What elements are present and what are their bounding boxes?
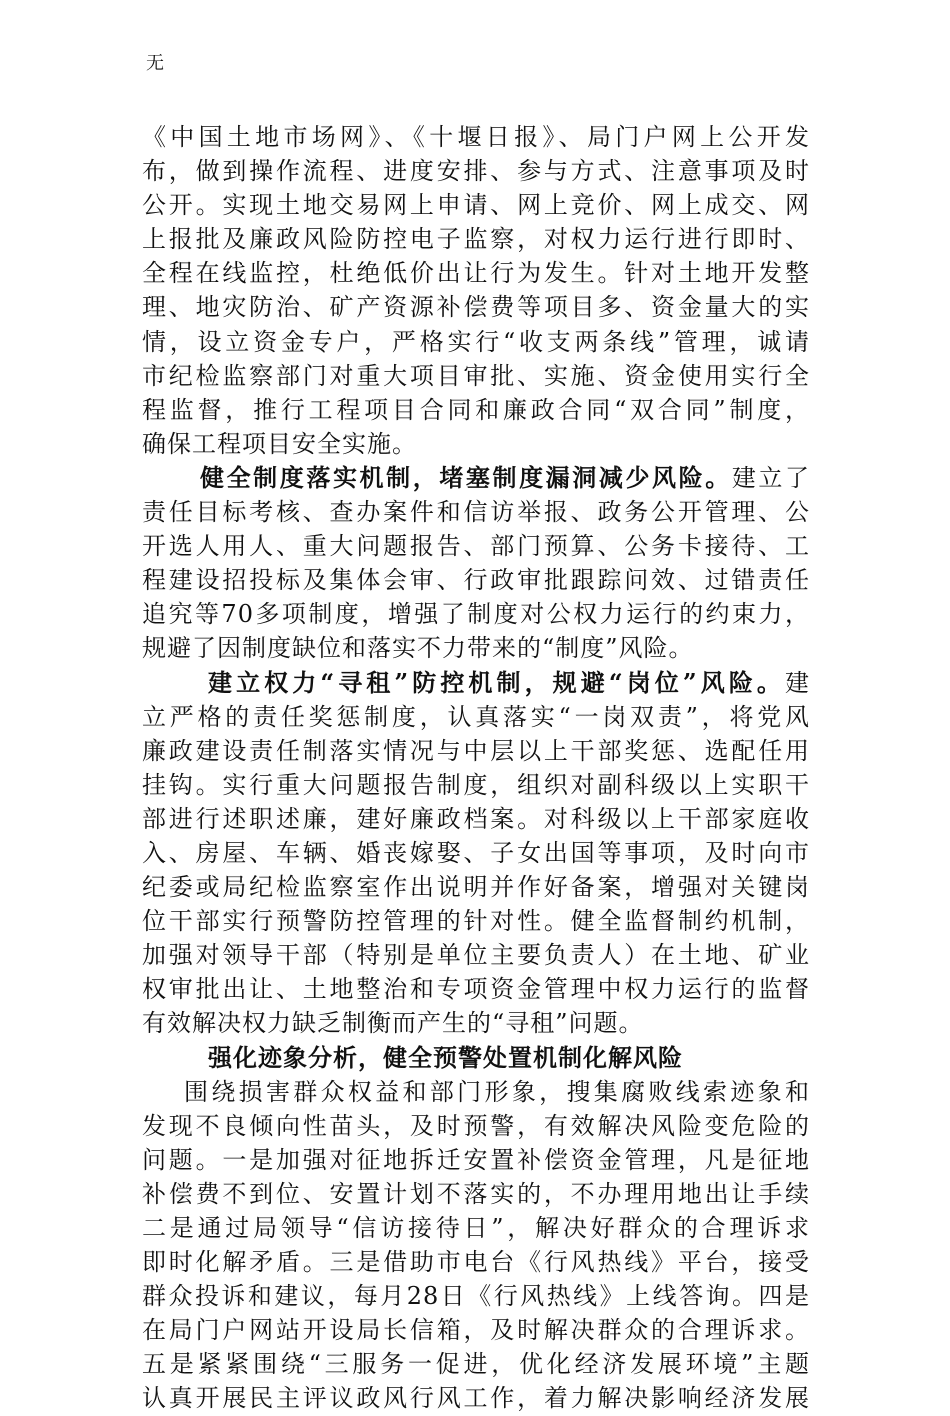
text-line: 加强对领导干部（特别是单位主要负责人）在土地、矿业	[142, 941, 810, 970]
text-line: 认真开展民主评议政风行风工作，着力解决影响经济发展	[142, 1384, 810, 1413]
text-line: 规避了因制度缺位和落实不力带来的“制度”风险。	[142, 634, 694, 663]
text-line: 在局门户网站开设局长信箱，及时解决群众的合理诉求。	[142, 1316, 810, 1345]
text-line: 公开。实现土地交易网上申请、网上竞价、网上成交、网	[142, 191, 810, 220]
section-heading: 强化迹象分析，健全预警处置机制化解风险	[208, 1042, 683, 1072]
page-header: 无	[146, 53, 164, 74]
text-line: 挂钩。实行重大问题报告制度，组织对副科级以上实职干	[142, 770, 810, 799]
text-line: 理、地灾防治、矿产资源补偿费等项目多、资金量大的实	[142, 293, 810, 322]
text-line: 发现不良倾向性苗头，及时预警，有效解决风险变危险的	[142, 1111, 810, 1140]
text-line: 确保工程项目安全实施。	[142, 429, 417, 458]
text-line: 问题。一是加强对征地拆迁安置补偿资金管理，凡是征地	[142, 1145, 810, 1174]
text-line: 纪委或局纪检监察室作出说明并作好备案，增强对关键岗	[142, 873, 810, 902]
text-line: 开选人用人、重大问题报告、部门预算、公务卡接待、工	[142, 532, 810, 561]
text-line: 权审批出让、土地整治和专项资金管理中权力运行的监督	[142, 975, 810, 1004]
text-line: 五是紧紧围绕“三服务一促进，优化经济发展环境”主题	[142, 1350, 810, 1379]
section-heading: 健全制度落实机制，堵塞制度漏洞减少风险。	[200, 462, 732, 492]
text-line: 有效解决权力缺乏制衡而产生的“寻租”问题。	[142, 1009, 644, 1038]
text-line: 廉政建设责任制落实情况与中层以上干部奖惩、选配任用	[142, 736, 810, 765]
document-body	[142, 120, 810, 1416]
text-line: 程监督，推行工程项目合同和廉政合同“双合同”制度，	[142, 395, 810, 424]
text-line: 二是通过局领导“信访接待日”，解决好群众的合理诉求	[142, 1214, 810, 1242]
text-run: 建立了	[731, 463, 811, 492]
text-line: 情，设立资金专户，严格实行“收支两条线”管理，诚请	[142, 327, 810, 356]
paragraph-first-line	[142, 461, 810, 495]
text-line: 即时化解矛盾。三是借助市电台《行风热线》平台，接受	[142, 1248, 810, 1277]
text-line: 全程在线监控，杜绝低价出让行为发生。针对土地开发整	[142, 259, 810, 288]
text-line: 追究等70多项制度，增强了制度对公权力运行的约束力，	[142, 600, 810, 629]
text-line: 位干部实行预警防控管理的针对性。健全监督制约机制，	[142, 907, 810, 936]
text-line: 群众投诉和建议，每月28日《行风热线》上线答询。四是	[142, 1282, 810, 1311]
text-line: 程建设招投标及集体会审、行政审批跟踪问效、过错责任	[142, 566, 810, 595]
text-line: 补偿费不到位、安置计划不落实的，不办理用地出让手续	[142, 1179, 810, 1208]
text-line: 市纪检监察部门对重大项目审批、实施、资金使用实行全	[142, 361, 810, 390]
text-line: 责任目标考核、查办案件和信访举报、政务公开管理、公	[142, 498, 810, 527]
text-line: 上报批及廉政风险防控电子监察，对权力运行进行即时、	[142, 225, 810, 254]
section-heading: 建立权力“寻租”防控机制，规避“岗位”风险。	[208, 667, 785, 697]
text-line: 立严格的责任奖惩制度，认真落实“一岗双责”，将党风	[142, 702, 810, 731]
paragraph-first-line	[142, 666, 810, 700]
text-line: 入、房屋、车辆、婚丧嫁娶、子女出国等事项，及时向市	[142, 838, 810, 867]
text-line: 部进行述职述廉，建好廉政档案。对科级以上干部家庭收	[142, 804, 810, 833]
paragraph-first-line: 围绕损害群众权益和部门形象，搜集腐败线索迹象和	[184, 1077, 810, 1106]
text-run: 建	[785, 668, 810, 697]
text-line: 布，做到操作流程、进度安排、参与方式、注意事项及时	[142, 157, 810, 186]
text-line: 《中国土地市场网》、《十堰日报》、局门户网上公开发	[142, 123, 810, 151]
